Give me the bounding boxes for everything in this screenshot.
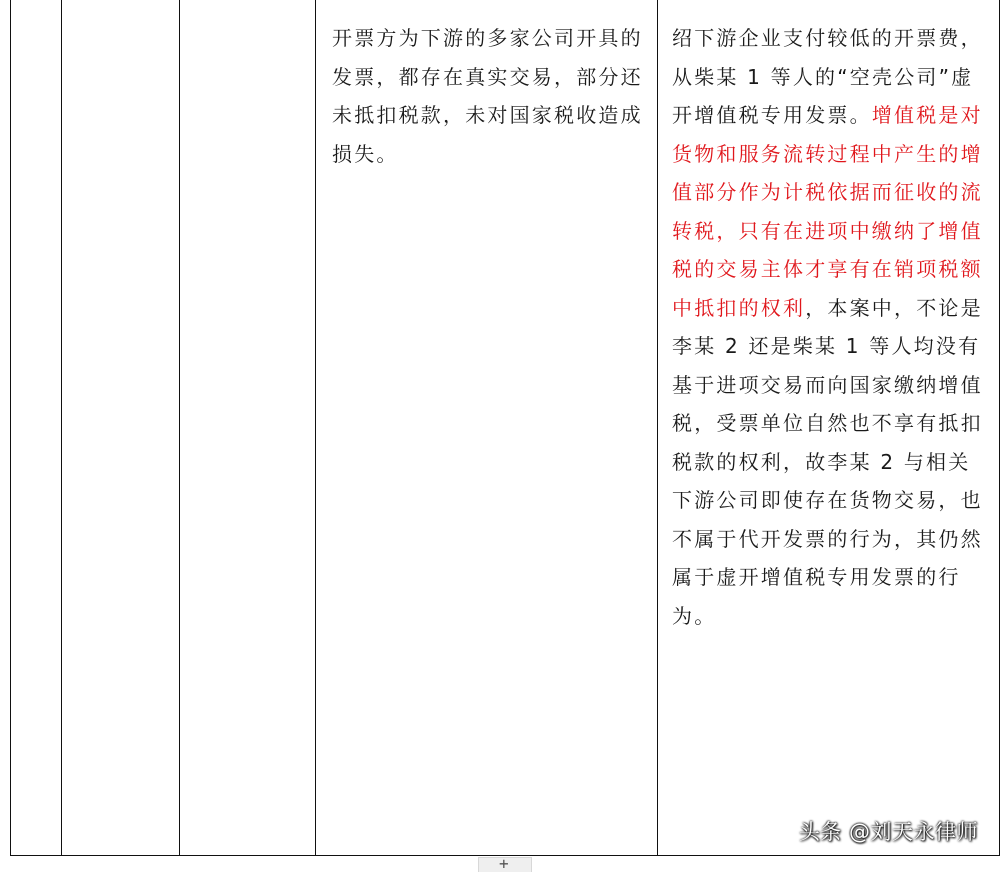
col5-highlight-red: 增值税是对货物和服务流转过程中产生的增值部分作为计税依据而征收的流转税，只有在进项中缴纳了增值税的交易主体才享有在销项税额中抵扣的权利 [672, 103, 983, 320]
table-row [11, 0, 1000, 856]
table-cell-col2 [62, 0, 180, 856]
col5-text-part1: 绍下游企业支付较低的开票费，从柴某 1 等人的“空壳公司”虚开增值税专用发票。 [672, 26, 983, 127]
table-cell-col1 [11, 0, 62, 856]
bottom-scroll-tab[interactable] [478, 854, 532, 873]
document-table [10, 0, 1000, 856]
col4-paragraph: 开票方为下游的多家公司开具的发票，都存在真实交易，部分还未抵扣税款，未对国家税收造成损失。 [332, 26, 643, 166]
watermark: 头条 @刘天永律师 [798, 820, 978, 844]
plus-icon: + [499, 854, 509, 873]
table-cell-col5 [658, 0, 1000, 856]
col5-text-part2: ，本案中，不论是李某 2 还是柴某 1 等人均没有基于进项交易而向国家缴纳增值税，受票单位自然也不享有抵扣税款的权利，故李某 2 与相关下游公司即使存在货物交易，也不属于代开发票的行为，其仍然属于虚开增值税专用发票的行为。 [672, 295, 983, 628]
table-cell-col3 [180, 0, 316, 856]
table-cell-col4 [316, 0, 658, 856]
col5-paragraph [658, 0, 999, 635]
